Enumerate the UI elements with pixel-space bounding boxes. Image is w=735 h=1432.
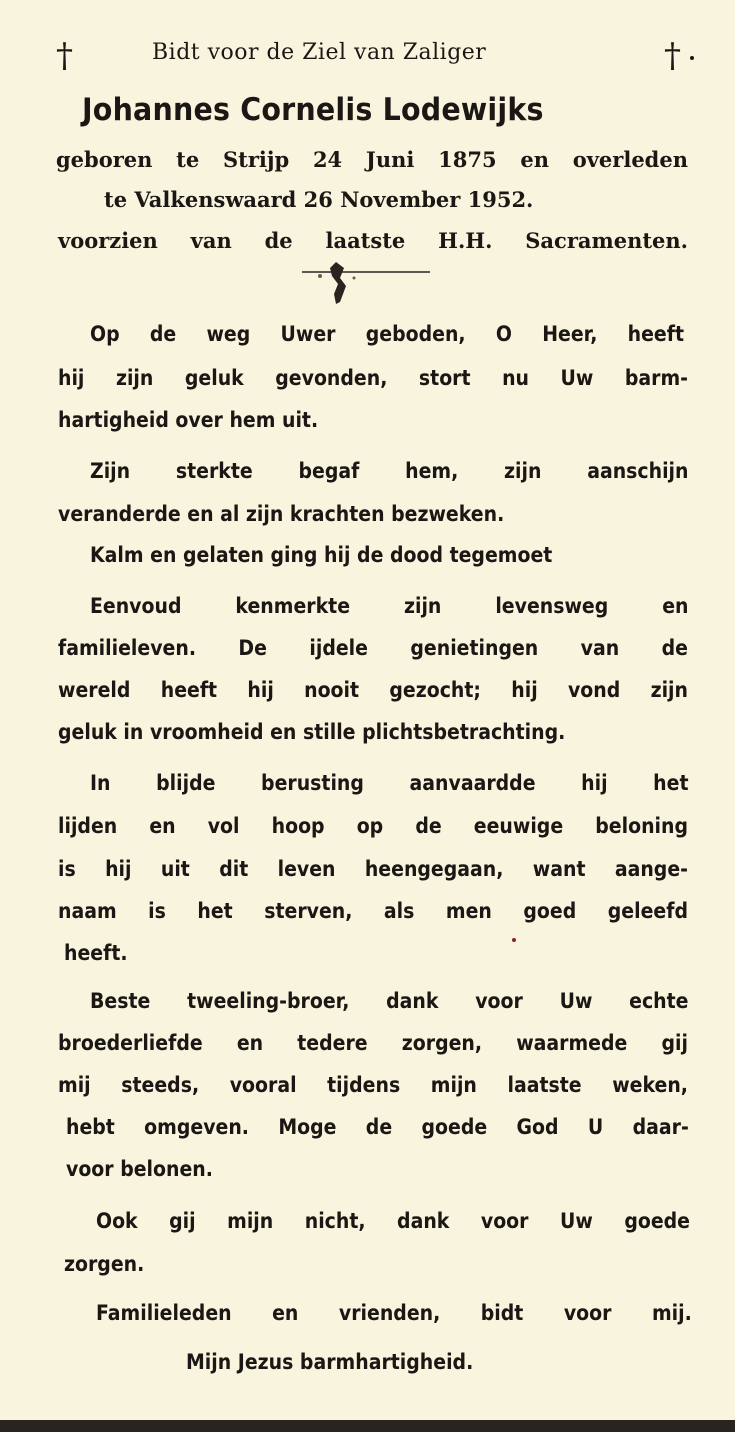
sacraments-line: voorzien van de laatste H.H. Sacramenten.	[58, 228, 688, 253]
intro-line: Bidt voor de Ziel van Zaliger	[152, 40, 487, 65]
para7-line2: zorgen.	[64, 1252, 145, 1276]
para1-line2: hij zijn geluk gevonden, stort nu Uw barm-	[58, 366, 688, 390]
para6-line5: voor belonen.	[66, 1157, 213, 1181]
para2-line2: veranderde en al zijn krachten bezweken.	[58, 502, 505, 526]
ink-speck	[512, 938, 516, 942]
para5-line4: naam is het sterven, als men goed geleefd	[58, 899, 688, 923]
para5-line3: is hij uit dit leven heengegaan, want aange-	[58, 857, 688, 881]
para4-line2: familieleven. De ijdele genietingen van de	[58, 636, 688, 660]
ornament-icon	[300, 258, 432, 308]
para6-line3: mij steeds, vooral tijdens mijn laatste weken,	[58, 1073, 688, 1097]
deceased-name: Johannes Cornelis Lodewijks	[82, 92, 544, 128]
para4-line3: wereld heeft hij nooit gezocht; hij vond zijn	[58, 678, 688, 702]
birth-death-line-1: geboren te Strijp 24 Juni 1875 en overleden	[56, 147, 688, 172]
para4-line4: geluk in vroomheid en stille plichtsbetrachting.	[58, 720, 566, 744]
para5-line2: lijden en vol hoop op de eeuwige beloning	[58, 814, 688, 838]
para1-line3: hartigheid over hem uit.	[58, 408, 319, 432]
para5-line1: In blijde berusting aanvaardde hij het	[90, 771, 689, 795]
para5-line5: heeft.	[64, 941, 128, 965]
cross-left-icon: †	[56, 36, 73, 76]
para2-line1: Zijn sterkte begaf hem, zijn aanschijn	[90, 459, 689, 483]
card-bottom-edge	[0, 1420, 735, 1432]
para4-line1: Eenvoud kenmerkte zijn levensweg en	[90, 594, 689, 618]
para1-line1: Op de weg Uwer geboden, O Heer, heeft	[90, 322, 684, 346]
para3-line1: Kalm en gelaten ging hij de dood tegemoet	[90, 543, 553, 567]
para6-line4: hebt omgeven. Moge de goede God U daar-	[66, 1115, 689, 1139]
para6-line1: Beste tweeling-broer, dank voor Uw echte	[90, 989, 689, 1013]
closing-line: Familieleden en vrienden, bidt voor mij.	[96, 1301, 692, 1325]
para7-line1: Ook gij mijn nicht, dank voor Uw goede	[96, 1209, 690, 1233]
para6-line2: broederliefde en tedere zorgen, waarmede gij	[58, 1031, 688, 1055]
decorative-dot	[690, 56, 694, 60]
birth-death-line-2: te Valkenswaard 26 November 1952.	[104, 187, 534, 212]
cross-right-icon: †	[664, 36, 681, 76]
final-prayer: Mijn Jezus barmhartigheid.	[186, 1350, 474, 1374]
